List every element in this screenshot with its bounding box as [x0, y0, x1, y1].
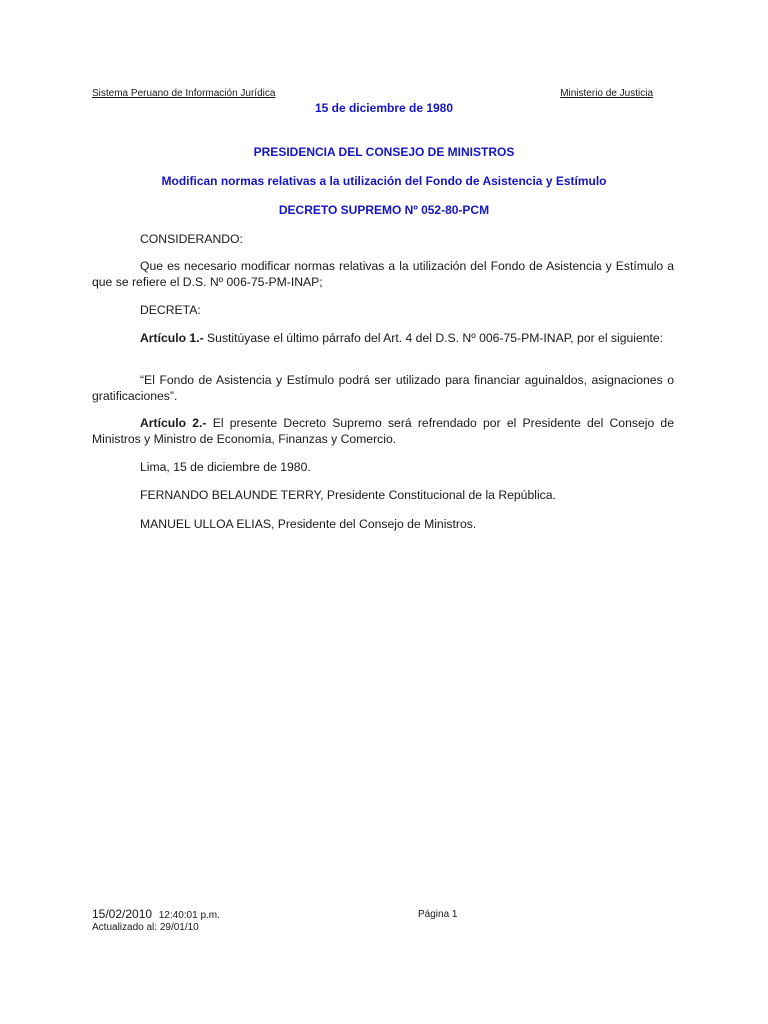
header-ministry: Ministerio de Justicia	[560, 88, 653, 99]
article-2-label: Artículo 2.-	[140, 416, 207, 430]
considerando-paragraph: Que es necesario modificar normas relativas a la utilización del Fondo de Asistencia y Estímulo a que se refiere el D.S. Nº 006-75-PM-INAP;	[92, 259, 674, 289]
signatory-president: FERNANDO BELAUNDE TERRY, Presidente Constitucional de la República.	[140, 488, 556, 502]
decree-subject: Modifican normas relativas a la utilización del Fondo de Asistencia y Estímulo	[161, 174, 607, 188]
article-2	[92, 415, 674, 447]
considerando-label: CONSIDERANDO:	[140, 232, 243, 246]
article-1	[92, 330, 674, 346]
article-1-quote: “El Fondo de Asistencia y Estímulo podrá ser utilizado para financiar aguinaldos, asignaciones o gratificaciones”.	[92, 373, 674, 403]
footer-timestamp	[92, 907, 220, 923]
footer-updated: Actualizado al: 29/01/10	[92, 922, 199, 933]
article-2-text: El presente Decreto Supremo será refrendado por el Presidente del Consejo de Ministros y Ministro de Economía, Finanzas y Comercio.	[92, 416, 674, 446]
issuer-heading: PRESIDENCIA DEL CONSEJO DE MINISTROS	[253, 145, 515, 159]
article-1-text: Sustitúyase el último párrafo del Art. 4 del D.S. Nº 006-75-PM-INAP, por el siguiente:	[203, 331, 664, 345]
header-source: Sistema Peruano de Información Jurídica	[92, 88, 276, 99]
signatory-council-president: MANUEL ULLOA ELIAS, Presidente del Consejo de Ministros.	[140, 517, 477, 531]
decreta-label: DECRETA:	[140, 303, 201, 317]
footer-time: 12:40:01 p.m.	[158, 910, 220, 921]
decree-number: DECRETO SUPREMO Nº 052-80-PCM	[278, 203, 490, 217]
place-date: Lima, 15 de diciembre de 1980.	[140, 460, 311, 474]
decree-date: 15 de diciembre de 1980	[314, 101, 454, 115]
footer-date: 15/02/2010	[92, 907, 153, 921]
page-number: Página 1	[418, 909, 458, 920]
article-1-label: Artículo 1.-	[140, 331, 204, 345]
